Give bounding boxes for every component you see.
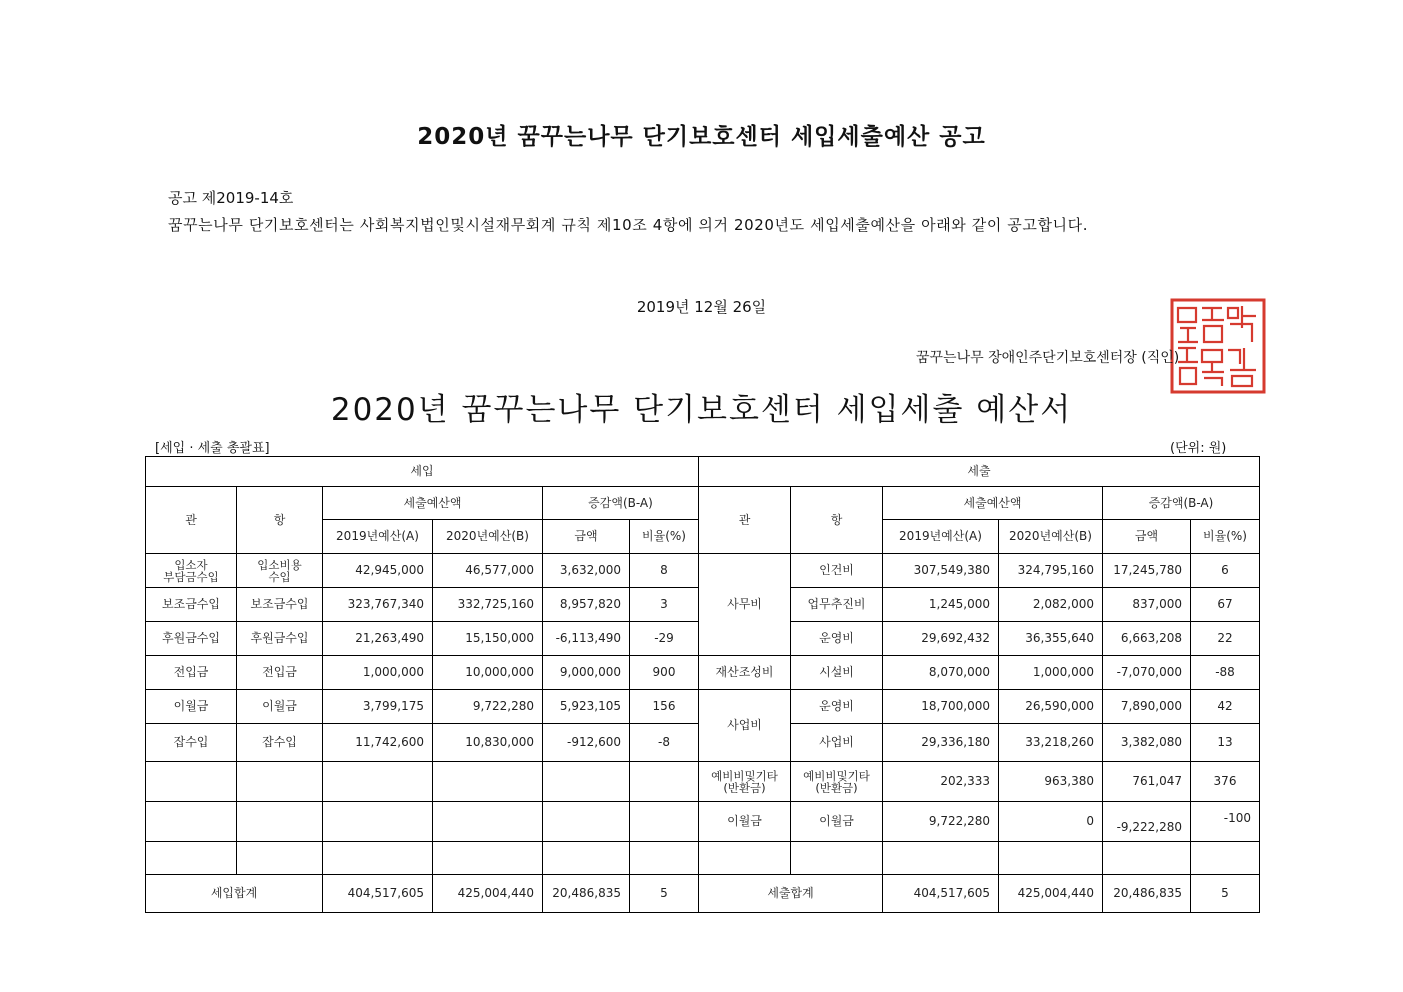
budget-summary-table (145, 456, 1260, 913)
notice-title: 2020년 꿈꾸는나무 단기보호센터 세입세출예산 공고 (417, 124, 986, 150)
notice-number: 공고 제2019-14호 (168, 189, 294, 207)
expense-2020-value: 324,795,160 (999, 554, 1103, 588)
table-row (146, 802, 1260, 842)
expense-2020-value: 963,380 (999, 762, 1103, 802)
revenue-empty-cell (543, 802, 630, 842)
expense-total-diff: 20,486,835 (1103, 875, 1191, 913)
revenue-2019-value: 11,742,600 (323, 724, 433, 762)
header-gwan: 관 (699, 487, 791, 554)
header-hang: 항 (237, 487, 323, 554)
expense-hang: 이월금 (791, 802, 883, 842)
header-2020-budget: 2020년예산(B) (433, 520, 543, 554)
expense-total-2020: 425,004,440 (999, 875, 1103, 913)
revenue-2020-value: 9,722,280 (433, 690, 543, 724)
expense-2019-value: 29,336,180 (883, 724, 999, 762)
table-caption: [세입 · 세출 총괄표] (155, 441, 270, 456)
revenue-2019-value: 323,767,340 (323, 588, 433, 622)
revenue-empty-cell (237, 802, 323, 842)
expense-2020-value: 36,355,640 (999, 622, 1103, 656)
revenue-gwan: 이월금 (146, 690, 237, 724)
revenue-empty-cell (146, 802, 237, 842)
totals-row (146, 875, 1260, 913)
revenue-diff-value: 5,923,105 (543, 690, 630, 724)
header-amount: 금액 (1103, 520, 1191, 554)
revenue-ratio-value: 8 (630, 554, 699, 588)
revenue-empty-cell (630, 802, 699, 842)
expense-diff-value: 837,000 (1103, 588, 1191, 622)
header-budget-group: 세출예산액 (323, 487, 543, 520)
revenue-empty-cell (237, 762, 323, 802)
expense-diff-value: 761,047 (1103, 762, 1191, 802)
revenue-hang: 전입금 (237, 656, 323, 690)
expense-ratio-value: -88 (1191, 656, 1260, 690)
expense-2019-value: 8,070,000 (883, 656, 999, 690)
empty-cell (146, 842, 237, 875)
expense-hang: 시설비 (791, 656, 883, 690)
section-header-row (146, 457, 1260, 487)
budget-title: 2020년 꿈꾸는나무 단기보호센터 세입세출 예산서 (330, 392, 1073, 428)
expense-hang: 운영비 (791, 690, 883, 724)
revenue-empty-cell (146, 762, 237, 802)
expense-2019-value: 202,333 (883, 762, 999, 802)
expense-hang: 사업비 (791, 724, 883, 762)
expense-2020-value: 26,590,000 (999, 690, 1103, 724)
revenue-2020-value: 10,000,000 (433, 656, 543, 690)
column-group-row (146, 487, 1260, 520)
revenue-total-ratio: 5 (630, 875, 699, 913)
revenue-2020-value: 15,150,000 (433, 622, 543, 656)
header-2020-budget: 2020년예산(B) (999, 520, 1103, 554)
revenue-2020-value: 10,830,000 (433, 724, 543, 762)
revenue-2019-value: 21,263,490 (323, 622, 433, 656)
revenue-empty-cell (543, 762, 630, 802)
revenue-gwan (146, 554, 237, 588)
revenue-empty-cell (630, 762, 699, 802)
expense-ratio-value: 22 (1191, 622, 1260, 656)
expense-gwan: 이월금 (699, 802, 791, 842)
revenue-2019-value: 1,000,000 (323, 656, 433, 690)
revenue-2020-value: 332,725,160 (433, 588, 543, 622)
revenue-hang: 이월금 (237, 690, 323, 724)
revenue-total-2019: 404,517,605 (323, 875, 433, 913)
expense-gwan: 사업비 (699, 690, 791, 762)
expense-2020-value: 1,000,000 (999, 656, 1103, 690)
revenue-total-2020: 425,004,440 (433, 875, 543, 913)
empty-cell (791, 842, 883, 875)
expense-diff-value: 7,890,000 (1103, 690, 1191, 724)
expense-2020-value: 2,082,000 (999, 588, 1103, 622)
header-gwan: 관 (146, 487, 237, 554)
header-change-group: 증감액(B-A) (543, 487, 699, 520)
revenue-hang (237, 554, 323, 588)
header-change-group: 증감액(B-A) (1103, 487, 1260, 520)
empty-cell (630, 842, 699, 875)
expense-diff-value: 3,382,080 (1103, 724, 1191, 762)
expense-section-label: 세출 (699, 457, 1260, 487)
revenue-ratio-value: -29 (630, 622, 699, 656)
revenue-hang: 잡수입 (237, 724, 323, 762)
revenue-diff-value: 9,000,000 (543, 656, 630, 690)
revenue-diff-value: -6,113,490 (543, 622, 630, 656)
revenue-2020-value: 46,577,000 (433, 554, 543, 588)
expense-diff-value: -9,222,280 (1103, 802, 1191, 842)
table-row (146, 690, 1260, 724)
revenue-total-diff: 20,486,835 (543, 875, 630, 913)
empty-cell (1103, 842, 1191, 875)
revenue-diff-value: 3,632,000 (543, 554, 630, 588)
revenue-ratio-value: 900 (630, 656, 699, 690)
table-row (146, 656, 1260, 690)
expense-2019-value: 18,700,000 (883, 690, 999, 724)
expense-ratio-value: -100 (1191, 802, 1260, 842)
empty-cell (543, 842, 630, 875)
revenue-gwan: 후원금수입 (146, 622, 237, 656)
empty-cell (699, 842, 791, 875)
expense-hang: 업무추진비 (791, 588, 883, 622)
revenue-hang: 보조금수입 (237, 588, 323, 622)
header-2019-budget: 2019년예산(A) (323, 520, 433, 554)
revenue-section-label: 세입 (146, 457, 699, 487)
revenue-2019-value: 3,799,175 (323, 690, 433, 724)
table-row (146, 554, 1260, 588)
expense-2020-value: 0 (999, 802, 1103, 842)
expense-total-label: 세출합계 (699, 875, 883, 913)
expense-2019-value: 29,692,432 (883, 622, 999, 656)
empty-cell (1191, 842, 1260, 875)
expense-ratio-value: 13 (1191, 724, 1260, 762)
revenue-hang-text: 입소비용 수입 (257, 557, 302, 584)
official-seal-stamp (1170, 298, 1266, 394)
expense-ratio-value: 67 (1191, 588, 1260, 622)
notice-date: 2019년 12월 26일 (636, 298, 767, 316)
empty-cell (323, 842, 433, 875)
revenue-gwan: 잡수입 (146, 724, 237, 762)
expense-hang-text: 예비비및기타 (반환금) (803, 768, 870, 795)
expense-2019-value: 307,549,380 (883, 554, 999, 588)
revenue-gwan-text: 입소자 부담금수입 (163, 557, 219, 584)
empty-cell (999, 842, 1103, 875)
header-2019-budget: 2019년예산(A) (883, 520, 999, 554)
revenue-empty-cell (323, 762, 433, 802)
table-row (146, 762, 1260, 802)
expense-ratio-value: 6 (1191, 554, 1260, 588)
table-unit: (단위: 원) (1170, 441, 1227, 456)
expense-ratio-value: 42 (1191, 690, 1260, 724)
empty-cell (237, 842, 323, 875)
expense-diff-value: -7,070,000 (1103, 656, 1191, 690)
expense-2020-value: 33,218,260 (999, 724, 1103, 762)
header-ratio: 비율(%) (1191, 520, 1260, 554)
expense-hang (791, 762, 883, 802)
expense-diff-value: 6,663,208 (1103, 622, 1191, 656)
header-ratio: 비율(%) (630, 520, 699, 554)
table-row-empty (146, 842, 1260, 875)
expense-ratio-value: 376 (1191, 762, 1260, 802)
empty-cell (433, 842, 543, 875)
revenue-diff-value: 8,957,820 (543, 588, 630, 622)
expense-gwan: 사무비 (699, 554, 791, 656)
revenue-empty-cell (433, 802, 543, 842)
expense-total-2019: 404,517,605 (883, 875, 999, 913)
expense-2019-value: 1,245,000 (883, 588, 999, 622)
expense-total-ratio: 5 (1191, 875, 1260, 913)
expense-gwan: 재산조성비 (699, 656, 791, 690)
revenue-2019-value: 42,945,000 (323, 554, 433, 588)
expense-hang: 인건비 (791, 554, 883, 588)
expense-hang: 운영비 (791, 622, 883, 656)
revenue-diff-value: -912,600 (543, 724, 630, 762)
revenue-ratio-value: 156 (630, 690, 699, 724)
expense-2019-value: 9,722,280 (883, 802, 999, 842)
revenue-empty-cell (433, 762, 543, 802)
expense-gwan (699, 762, 791, 802)
revenue-ratio-value: -8 (630, 724, 699, 762)
empty-cell (883, 842, 999, 875)
signer-line: 꿈꾸는나무 장애인주단기보호센터장 (직인) (916, 350, 1180, 366)
revenue-ratio-value: 3 (630, 588, 699, 622)
revenue-hang: 후원금수입 (237, 622, 323, 656)
expense-gwan-text: 예비비및기타 (반환금) (711, 768, 778, 795)
revenue-empty-cell (323, 802, 433, 842)
revenue-gwan: 전입금 (146, 656, 237, 690)
header-hang: 항 (791, 487, 883, 554)
header-budget-group: 세출예산액 (883, 487, 1103, 520)
notice-body: 꿈꾸는나무 단기보호센터는 사회복지법인및시설재무회계 규칙 제10조 4항에 의거 2020년도 세입세출예산을 아래와 같이 공고합니다. (168, 216, 1089, 234)
revenue-gwan: 보조금수입 (146, 588, 237, 622)
revenue-total-label: 세입합계 (146, 875, 323, 913)
header-amount: 금액 (543, 520, 630, 554)
expense-diff-value: 17,245,780 (1103, 554, 1191, 588)
